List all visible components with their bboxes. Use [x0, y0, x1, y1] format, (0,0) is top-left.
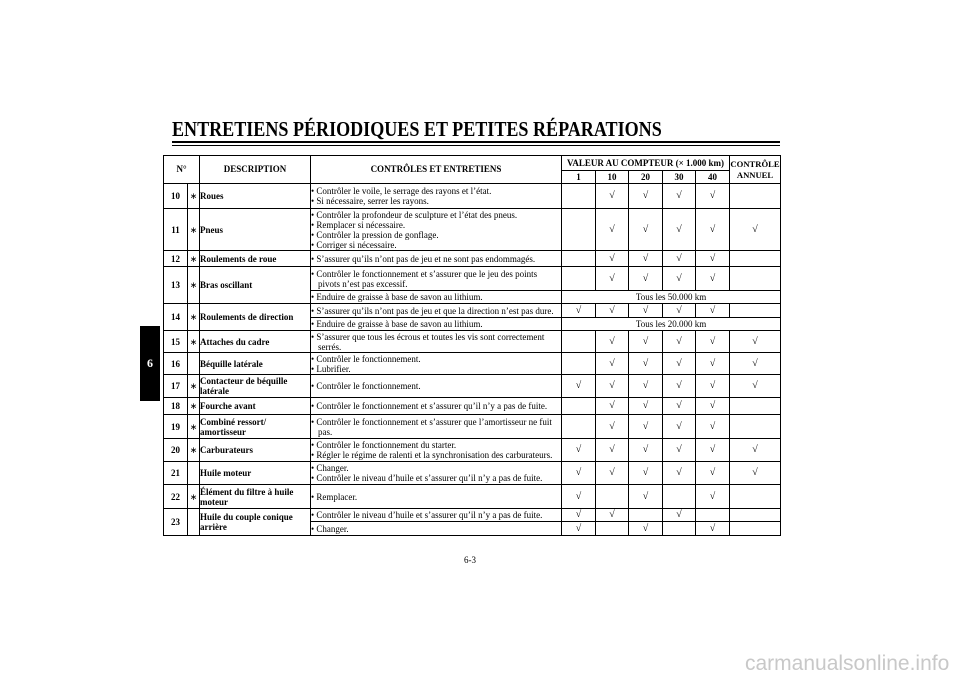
- check-cell: √: [663, 398, 696, 415]
- check-cell: √: [596, 398, 629, 415]
- page-title: ENTRETIENS PÉRIODIQUES ET PETITES RÉPARATIONS: [172, 117, 662, 141]
- page-number: 6-3: [464, 555, 476, 565]
- check-cell: √: [562, 522, 596, 536]
- header-annual: [730, 156, 781, 184]
- periodic-mark: ∗: [188, 439, 200, 462]
- item-number: 19: [164, 415, 188, 439]
- controls-cell: [311, 291, 562, 304]
- check-cell: √: [696, 209, 730, 251]
- periodic-mark: [188, 462, 200, 485]
- control-line: • Contrôler le niveau d’huile et s’assurer qu’il n’y a pas de fuite.: [311, 473, 543, 483]
- control-line-continued: pas.: [318, 426, 333, 437]
- check-cell: √: [730, 209, 781, 251]
- check-cell: √: [696, 522, 730, 536]
- check-cell: √: [629, 485, 663, 509]
- item-description: [200, 485, 311, 509]
- check-cell: [730, 522, 781, 536]
- control-line: • Contrôler la profondeur de sculpture et l’état des pneus.: [311, 209, 518, 220]
- check-cell: [730, 509, 781, 522]
- table-row: [164, 184, 781, 209]
- item-number: 11: [164, 209, 188, 251]
- check-cell: √: [562, 509, 596, 522]
- item-number: 16: [164, 353, 188, 375]
- description-line: arrière: [200, 522, 227, 532]
- item-description: [200, 375, 311, 398]
- check-cell: √: [596, 509, 629, 522]
- controls-cell: [311, 251, 562, 267]
- check-cell: √: [629, 184, 663, 209]
- check-cell: [730, 304, 781, 318]
- check-cell: √: [596, 267, 629, 291]
- item-number: 23: [164, 509, 188, 536]
- header-km-10: 10: [596, 171, 629, 184]
- periodic-mark: ∗: [188, 375, 200, 398]
- check-cell: [730, 251, 781, 267]
- description-line: Contacteur de béquille: [200, 376, 288, 386]
- check-cell: [663, 485, 696, 509]
- header-row: [164, 156, 781, 171]
- item-description: [200, 398, 311, 415]
- check-cell: √: [663, 331, 696, 353]
- item-number: 21: [164, 462, 188, 485]
- description-line: Pneus: [200, 224, 224, 235]
- control-line: • Remplacer si nécessaire.: [311, 219, 406, 230]
- check-cell: √: [629, 439, 663, 462]
- control-line: • Changer.: [311, 463, 349, 473]
- check-cell: [562, 251, 596, 267]
- description-line: Roulements de roue: [200, 253, 277, 264]
- title-rule-thick: [172, 141, 780, 143]
- controls-cell: [311, 318, 562, 331]
- periodic-mark: ∗: [188, 251, 200, 267]
- table-row: [164, 462, 781, 485]
- control-line: • Lubrifier.: [311, 363, 351, 374]
- check-cell: √: [696, 267, 730, 291]
- header-km-30: 30: [663, 171, 696, 184]
- check-cell: √: [562, 485, 596, 509]
- check-cell: √: [596, 353, 629, 375]
- check-cell: [596, 485, 629, 509]
- controls-cell: [311, 415, 562, 439]
- check-cell: √: [562, 462, 596, 485]
- check-cell: √: [696, 304, 730, 318]
- item-number: 12: [164, 251, 188, 267]
- periodic-mark: ∗: [188, 415, 200, 439]
- table-row: [164, 267, 781, 291]
- controls-cell: [311, 184, 562, 209]
- controls-cell: [311, 304, 562, 318]
- check-cell: [562, 267, 596, 291]
- item-number: 15: [164, 331, 188, 353]
- item-description: [200, 462, 311, 485]
- check-cell: √: [596, 184, 629, 209]
- control-line: • Corriger si nécessaire.: [311, 239, 397, 250]
- chapter-tab: [140, 326, 160, 401]
- table-row: [164, 209, 781, 251]
- check-cell: √: [730, 331, 781, 353]
- periodic-mark: ∗: [188, 304, 200, 331]
- check-cell: √: [696, 353, 730, 375]
- check-cell: √: [663, 509, 696, 522]
- item-description: [200, 509, 311, 536]
- periodic-mark: [188, 509, 200, 536]
- check-cell: √: [663, 304, 696, 318]
- check-cell: √: [629, 375, 663, 398]
- periodic-mark: ∗: [188, 267, 200, 304]
- controls-cell: [311, 331, 562, 353]
- check-cell: √: [629, 209, 663, 251]
- check-cell: √: [596, 304, 629, 318]
- check-cell: √: [730, 462, 781, 485]
- description-line: Attaches du cadre: [200, 336, 270, 347]
- table-row: [164, 415, 781, 439]
- item-description: [200, 251, 311, 267]
- check-cell: √: [629, 267, 663, 291]
- controls-cell: [311, 462, 562, 485]
- chapter-tab-number: 6: [147, 356, 153, 370]
- control-line: • Remplacer.: [311, 491, 358, 502]
- check-cell: √: [696, 485, 730, 509]
- header-odometer: VALEUR AU COMPTEUR (× 1.000 km): [562, 156, 730, 171]
- header-description: DESCRIPTION: [200, 156, 311, 184]
- check-cell: √: [696, 415, 730, 439]
- header-controls: CONTRÔLES ET ENTRETIENS: [311, 156, 562, 184]
- item-description: [200, 304, 311, 331]
- check-cell: √: [663, 375, 696, 398]
- check-cell: [730, 267, 781, 291]
- check-cell: √: [629, 251, 663, 267]
- item-number: 10: [164, 184, 188, 209]
- control-line: • Contrôler le niveau d’huile et s’assurer qu’il n’y a pas de fuite.: [311, 510, 543, 520]
- control-line: • Changer.: [311, 523, 349, 534]
- check-cell: [663, 522, 696, 536]
- controls-cell: [311, 485, 562, 509]
- check-cell: √: [562, 304, 596, 318]
- periodic-mark: [188, 353, 200, 375]
- description-line: Roues: [200, 191, 224, 201]
- controls-cell: [311, 267, 562, 291]
- header-annual-line: CONTRÔLE: [730, 158, 780, 169]
- check-cell: √: [696, 398, 730, 415]
- check-cell: √: [629, 522, 663, 536]
- check-cell: [629, 509, 663, 522]
- check-cell: √: [629, 415, 663, 439]
- check-cell: √: [696, 439, 730, 462]
- control-line: • Enduire de graisse à base de savon au lithium.: [311, 319, 483, 329]
- controls-cell: [311, 375, 562, 398]
- item-number: 18: [164, 398, 188, 415]
- maintenance-table-body: [164, 184, 781, 536]
- check-cell: [562, 415, 596, 439]
- table-row: [164, 485, 781, 509]
- description-line: Huile moteur: [200, 468, 252, 478]
- check-cell: √: [596, 462, 629, 485]
- check-cell: √: [596, 415, 629, 439]
- check-cell: √: [663, 209, 696, 251]
- control-line: • Contrôler le fonctionnement et s’assurer qu’il n’y a pas de fuite.: [311, 401, 548, 411]
- periodic-mark: ∗: [188, 331, 200, 353]
- header-km-20: 20: [629, 171, 663, 184]
- item-description: [200, 353, 311, 375]
- periodic-mark: ∗: [188, 184, 200, 209]
- item-number: 14: [164, 304, 188, 331]
- control-line: • Contrôler le fonctionnement.: [311, 353, 421, 364]
- item-description: [200, 267, 311, 304]
- check-cell: √: [562, 439, 596, 462]
- control-line: • S’assurer qu’ils n’ont pas de jeu et que la direction n’est pas dure.: [311, 305, 554, 316]
- title-rule-thin: [172, 145, 780, 146]
- check-cell: √: [596, 209, 629, 251]
- check-cell: √: [730, 375, 781, 398]
- header-number: N°: [164, 156, 200, 184]
- description-line: Bras oscillant: [200, 280, 253, 290]
- check-cell: √: [663, 353, 696, 375]
- periodic-mark: ∗: [188, 209, 200, 251]
- item-number: 20: [164, 439, 188, 462]
- control-line: • S’assurer que tous les écrous et toutes les vis sont correctement: [311, 331, 545, 342]
- control-line: • Contrôler le fonctionnement et s’assurer que l’amortisseur ne fuit: [311, 416, 552, 427]
- periodic-mark: ∗: [188, 398, 200, 415]
- periodic-mark: ∗: [188, 485, 200, 509]
- table-row: [164, 304, 781, 318]
- header-annual-line: ANNUEL: [736, 169, 774, 180]
- description-line: Huile du couple conique: [200, 512, 293, 522]
- check-cell: [562, 209, 596, 251]
- check-cell: √: [730, 353, 781, 375]
- description-line: Combiné ressort/: [200, 416, 267, 427]
- check-cell: √: [596, 331, 629, 353]
- check-cell: √: [696, 375, 730, 398]
- description-line: Béquille latérale: [200, 358, 263, 369]
- control-line: • Si nécessaire, serrer les rayons.: [311, 196, 429, 206]
- check-cell: √: [696, 331, 730, 353]
- description-line: Élément du filtre à huile: [200, 486, 294, 497]
- control-line: • Enduire de graisse à base de savon au lithium.: [311, 292, 483, 302]
- check-cell: √: [629, 331, 663, 353]
- watermark: carmanualsonline.info: [745, 652, 950, 675]
- check-cell: √: [629, 304, 663, 318]
- description-line: amortisseur: [200, 426, 247, 437]
- item-description: [200, 415, 311, 439]
- interval-note: Tous les 50.000 km: [562, 291, 781, 304]
- table-row: [164, 509, 781, 522]
- check-cell: √: [696, 251, 730, 267]
- description-line: Carburateurs: [200, 445, 254, 455]
- control-line: • Contrôler le fonctionnement.: [311, 381, 421, 391]
- check-cell: [562, 331, 596, 353]
- controls-cell: [311, 439, 562, 462]
- item-description: [200, 439, 311, 462]
- control-line: • Contrôler le fonctionnement du starter.: [311, 440, 457, 450]
- item-number: 13: [164, 267, 188, 304]
- table-row: [164, 251, 781, 267]
- control-line: • Contrôler la pression de gonflage.: [311, 229, 439, 240]
- item-number: 22: [164, 485, 188, 509]
- control-line: • Contrôler le fonctionnement et s’assurer que le jeu des points: [311, 268, 538, 279]
- control-line: • Régler le régime de ralenti et la synchronisation des carburateurs.: [311, 450, 553, 460]
- control-line: • Contrôler le voile, le serrage des rayons et l’état.: [311, 186, 492, 196]
- check-cell: [696, 509, 730, 522]
- controls-cell: [311, 522, 562, 536]
- header-km-40: 40: [696, 171, 730, 184]
- item-description: [200, 331, 311, 353]
- check-cell: √: [663, 439, 696, 462]
- controls-cell: [311, 353, 562, 375]
- check-cell: √: [629, 462, 663, 485]
- controls-cell: [311, 209, 562, 251]
- table-row: [164, 398, 781, 415]
- table-row: [164, 331, 781, 353]
- header-km-1: 1: [562, 171, 596, 184]
- item-number: 17: [164, 375, 188, 398]
- check-cell: √: [596, 251, 629, 267]
- description-line: Fourche avant: [200, 401, 256, 411]
- description-line: latérale: [200, 386, 229, 396]
- check-cell: √: [663, 267, 696, 291]
- description-line: Roulements de direction: [200, 312, 294, 322]
- check-cell: √: [596, 439, 629, 462]
- check-cell: [730, 485, 781, 509]
- check-cell: [730, 415, 781, 439]
- check-cell: √: [696, 462, 730, 485]
- controls-cell: [311, 509, 562, 522]
- check-cell: √: [696, 184, 730, 209]
- check-cell: √: [629, 398, 663, 415]
- check-cell: [730, 398, 781, 415]
- table-header: [164, 156, 781, 184]
- table-row: [164, 439, 781, 462]
- check-cell: √: [629, 353, 663, 375]
- check-cell: √: [663, 251, 696, 267]
- table-row: [164, 353, 781, 375]
- check-cell: [562, 353, 596, 375]
- item-description: [200, 184, 311, 209]
- item-description: [200, 209, 311, 251]
- control-line: • S’assurer qu’ils n’ont pas de jeu et ne sont pas endommagés.: [311, 253, 536, 264]
- check-cell: √: [663, 462, 696, 485]
- check-cell: [730, 184, 781, 209]
- check-cell: √: [596, 375, 629, 398]
- control-line-continued: pivots n’est pas excessif.: [318, 278, 408, 289]
- interval-note: Tous les 20.000 km: [562, 318, 781, 331]
- check-cell: √: [663, 184, 696, 209]
- check-cell: √: [562, 375, 596, 398]
- table-row: [164, 375, 781, 398]
- maintenance-table: [163, 155, 781, 536]
- controls-cell: [311, 398, 562, 415]
- control-line-continued: serrés.: [318, 341, 342, 352]
- check-cell: [562, 184, 596, 209]
- check-cell: [596, 522, 629, 536]
- check-cell: [562, 398, 596, 415]
- check-cell: √: [663, 415, 696, 439]
- description-line: moteur: [200, 496, 229, 507]
- check-cell: √: [730, 439, 781, 462]
